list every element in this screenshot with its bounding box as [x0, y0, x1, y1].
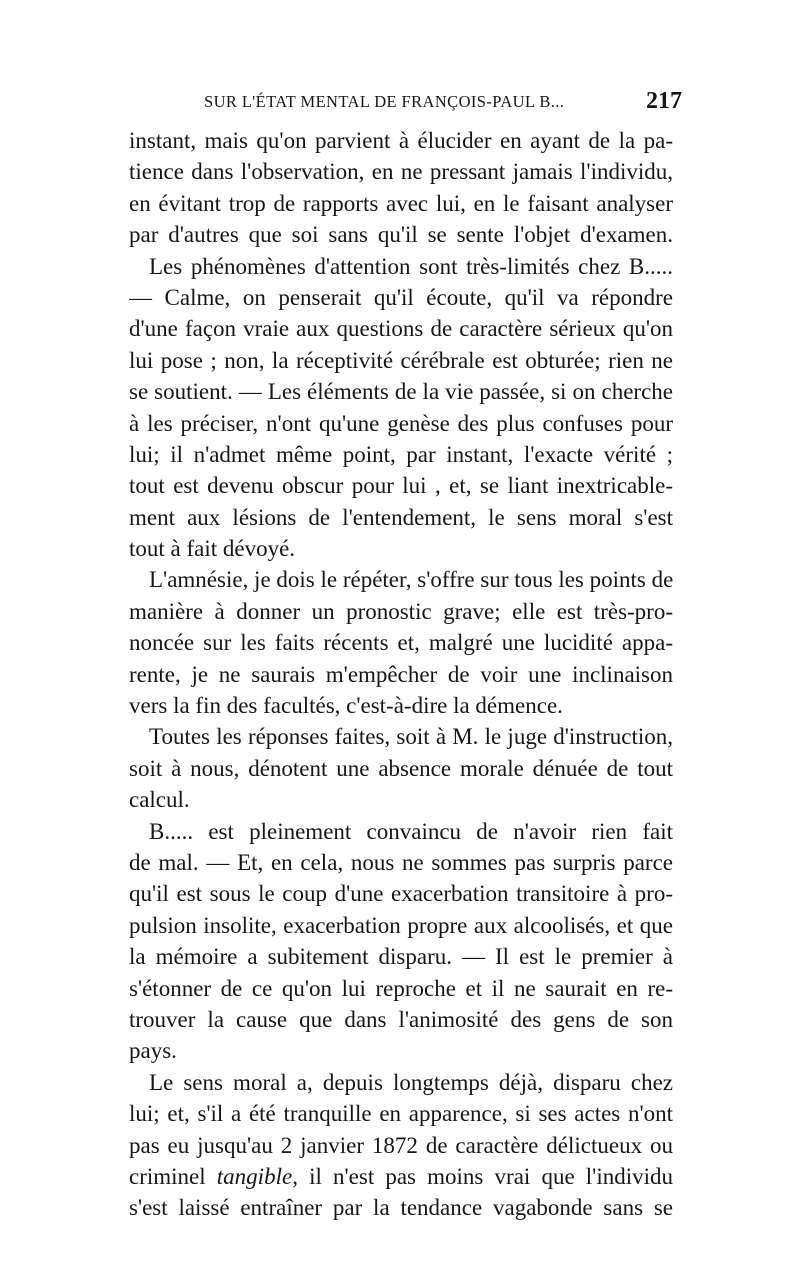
text-line: rente, je ne saurais m'empêcher de voir une inclinaison [129, 661, 673, 687]
text-line: s'est laissé entraîner par la tendance vagabonde sans se [129, 1195, 673, 1221]
text-line: Les phénomènes d'attention sont très-limités chez B..... [149, 253, 673, 279]
text-line: criminel tangible, il n'est pas moins vrai que l'individu [129, 1163, 673, 1189]
text-line: trouver la cause que dans l'animosité des gens de son [129, 1006, 673, 1032]
text-line: Toutes les réponses faites, soit à M. le juge d'instruction, [149, 724, 673, 750]
text-line: tout à fait dévoyé. [129, 536, 296, 562]
text-line: tout est devenu obscur pour lui , et, se liant inextricable- [129, 473, 673, 499]
text-line: soit à nous, dénotent une absence morale dénuée de tout [129, 755, 673, 781]
text-line: la mémoire a subitement disparu. — Il est le premier à [129, 944, 673, 970]
text-line: ment aux lésions de l'entendement, le sens moral s'est [129, 504, 673, 530]
text-line: en évitant trop de rapports avec lui, en le faisant analyser [129, 190, 673, 216]
text-line: lui pose ; non, la réceptivité cérébrale est obturée; rien ne [129, 347, 673, 373]
text-line: B..... est pleinement convaincu de n'avoir rien fait [149, 818, 673, 844]
text-line: Le sens moral a, depuis longtemps déjà, disparu chez [149, 1069, 673, 1095]
text-line: pays. [129, 1038, 177, 1064]
italic-word: tangible [216, 1163, 293, 1189]
text-line: d'une façon vraie aux questions de caractère sérieux qu'on [129, 316, 673, 342]
body-text [129, 125, 673, 1224]
text-line: pulsion insolite, exacerbation propre aux alcoolisés, et que [129, 912, 673, 938]
text-line: par d'autres que soi sans qu'il se sente l'objet d'examen. [129, 222, 673, 248]
text-line: se soutient. — Les éléments de la vie passée, si on cherche [129, 379, 673, 405]
text-line: tience dans l'observation, en ne pressant jamais l'individu, [129, 159, 673, 185]
text-line: de mal. — Et, en cela, nous ne sommes pas surpris parce [129, 849, 673, 875]
text-line: manière à donner un pronostic grave; elle est très-pro- [129, 598, 673, 624]
text-line: — Calme, on penserait qu'il écoute, qu'il va répondre [129, 284, 673, 310]
text-line: instant, mais qu'on parvient à élucider en ayant de la pa- [129, 128, 673, 153]
text-line: vers la fin des facultés, c'est-à-dire la démence. [129, 693, 563, 719]
running-title: SUR L'ÉTAT MENTAL DE FRANÇOIS-PAUL B... [204, 92, 565, 111]
text-line: s'étonner de ce qu'on lui reproche et il ne saurait en re- [129, 975, 673, 1001]
text-line: pas eu jusqu'au 2 janvier 1872 de caractère délictueux ou [129, 1132, 673, 1158]
text-line: L'amnésie, je dois le répéter, s'offre sur tous les points de [149, 567, 673, 593]
text-line: lui; il n'admet même point, par instant, l'exacte vérité ; [129, 441, 673, 467]
running-head [204, 88, 682, 116]
text-line: noncée sur les faits récents et, malgré une lucidité appa- [129, 630, 673, 656]
text-line: qu'il est sous le coup d'une exacerbation transitoire à pro- [129, 881, 673, 907]
text-line: lui; et, s'il a été tranquille en apparence, si ses actes n'ont [129, 1101, 673, 1127]
text-line: à les préciser, n'ont qu'une genèse des plus confuses pour [129, 410, 673, 436]
page-number: 217 [646, 88, 682, 114]
text-line: calcul. [129, 787, 190, 813]
